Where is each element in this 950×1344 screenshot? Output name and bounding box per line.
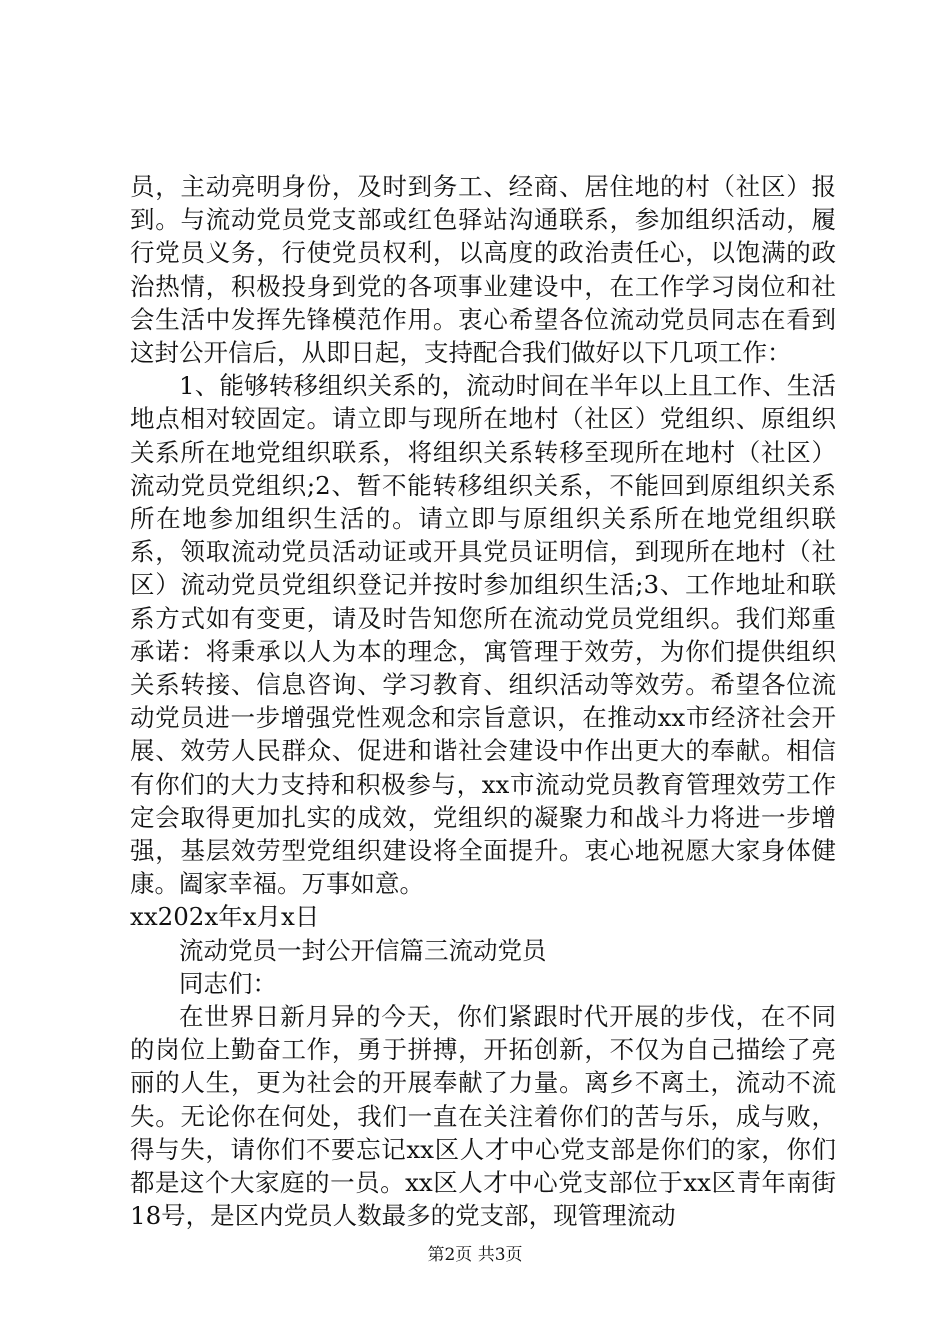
paragraph-work-items: 1、能够转移组织关系的，流动时间在半年以上且工作、生活地点相对较固定。请立即与现所在地村（社区）党组织、原组织关系所在地党组织联系，将组织关系转移至现所在地村（社区）流动党员党组织;2、暂不能转移组织关系，不能回到原组织关系所在地参加组织生活的。请立即与原组织关系所在地党组织联系，领取流动党员活动证或开具党员证明信，到现所在地村（社区）流动党员党组织登记并按时参加组织生活;3、工作地址和联系方式如有变更，请及时告知您所在流动党员党组织。我们郑重承诺：将秉承以人为本的理念，寓管理于效劳，为你们提供组织关系转接、信息咨询、学习教育、组织活动等效劳。希望各位流动党员进一步增强党性观念和宗旨意识，在推动xx市经济社会开展、效劳人民群众、促进和谐社会建设中作出更大的奉献。相信有你们的大力支持和积极参与，xx市流动党员教育管理效劳工作定会取得更加扎实的成效，党组织的凝聚力和战斗力将进一步增强，基层效劳型党组织建设将全面提升。衷心地祝愿大家身体健康。阖家幸福。万事如意。 <box>130 371 836 899</box>
section-heading: 流动党员一封公开信篇三流动党员 <box>179 935 547 965</box>
salutation: 同志们： <box>179 968 277 998</box>
paragraph-intro: 员，主动亮明身份，及时到务工、经商、居住地的村（社区）报到。与流动党员党支部或红色驿站沟通联系，参加组织活动，履行党员义务，行使党员权利，以高度的政治责任心，以饱满的政治热情，积极投身到党的各项事业建设中，在工作学习岗位和社会生活中发挥先锋模范作用。衷心希望各位流动党员同志在看到这封公开信后，从即日起，支持配合我们做好以下几项工作： <box>130 172 836 368</box>
page-footer: 第2页 共3页 <box>427 1245 523 1265</box>
paragraph-letter-body: 在世界日新月异的今天，你们紧跟时代开展的步伐，在不同的岗位上勤奋工作，勇于拼搏，开拓创新，不仅为自己描绘了亮丽的人生，更为社会的开展奉献了力量。离乡不离土，流动不流失。无论你在何处，我们一直在关注着你们的苦与乐，成与败，得与失，请你们不要忘记xx区人才中心党支部是你们的家，你们都是这个大家庭的一员。xx区人才中心党支部位于xx区青年南街18号，是区内党员人数最多的党支部，现管理流动 <box>130 1002 836 1231</box>
date-line: xx202x年x月x日 <box>130 902 320 932</box>
document-body <box>130 170 836 1233</box>
